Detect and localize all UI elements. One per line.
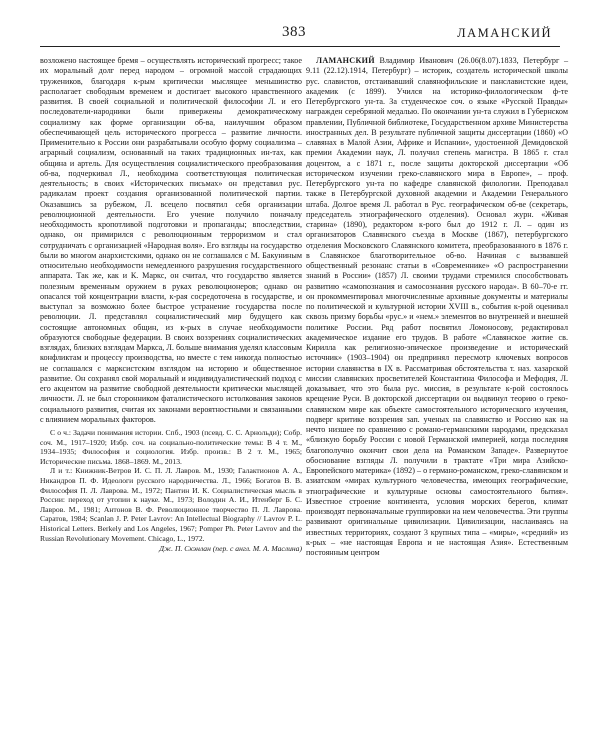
works-list: С о ч.: Задачи понимания истории. Спб., 1903 (псевд. С. С. Арнольди); Собр. соч. М., 1917–1920; Избр. соч. на социально-политические темы: В 4 т. М., 1934–1935; Философия и социология. Избр. произв.: В 2 т. М., 1965; Исторические письма. 1868–1869. М., 2013. <box>40 428 302 466</box>
entry-headword: ЛАМАНСКИЙ <box>316 56 375 65</box>
page-header <box>0 24 600 48</box>
lavrov-article-body: возложено настоящее бремя – осуществлять исторический прогресс; такое их моральный долг перед народом – огромной массой страдающих тружеников, благодаря к-рым критически мыслящее меньшинство располагает свободным временем и достигает высокого нравственного развития. В своей социальной и политической философии Л. и его последователи-народники были привержены демократическому социализму как форме организации об-ва, наилучшим образом обеспечивающей цель исторического прогресса – развитие личности. Применительно к России они разрабатывали особую форму социализма – аграрный социализм, основанный на таких традиционных ин-тах, как община и артель. Для осуществления социалистического преобразования об-ва, подчеркивал Л., необходима соответствующая политическая деятельность; в своих «Исторических письмах» он представил рус. радикалам проект создания организованной политической партии. Оказавшись за рубежом, Л. всецело посвятил себя организации революционной деятельности. Его учение получило поначалу необходимость кропотливой подготовки и пропаганды; впоследствии, однако, он примирился с революционным терроризмом и стал сотрудничать с организацией «Народная воля». Его взгляды на государство были во многом анархистскими, однако он не соглашался с М. Бакуниным относительно необходимости немедленного разрушения государственного аппарата. Так же, как и К. Маркс, он считал, что государство является полезным временным оружием в руках революционеров; однако он опасался той концентрации власти, к-рая сосредоточена в государстве, и выступал за возможно более быстрое устранение государства после революции. Л. представлял социалистический мир будущего как состоящие автономных общин, из к-рых в случае необходимости образуются свободные федерации. В своих воззрениях социалистических взглядах, близких взглядам Маркса, Л. больше внимания уделял классовым конфликтам и процессу производства, но вместе с тем никогда полностью не соглашался с марксистским взглядом на историю и общественное развитие. Он сохранял свой моральный и индивидуалистический подход с его акцентом на развитие свободной деятельности критически мыслящей личности. Л. не был сторонником фаталистического истолкования законов социального развития, считая их законами вероятностными и связанными с влиянием моральных факторов. <box>40 56 302 424</box>
page-number: 383 <box>282 24 306 40</box>
header-rule <box>40 46 560 47</box>
lamansky-article-body: Владимир Иванович (26.06(8.07).1833, Петербург – 9.11 (22.12).1914, Петербург) – историк, создатель исторической школы рус. славистов, отстаивавший славянофильские и панславистские идеи, академик (с 1899). Учился на историко-филологическом ф-те Петербургского ун-та. За студенческое соч. о языке «Русской Правды» награжден серебряной медалью. По окончании ун-та служил в Губернском правлении, Публичной библиотеке, Государственном архиве Министерства иностранных дел. В результате публичной защиты диссертации (1860) «О славянах в Малой Азии, Африке и Испании», удостоенной Демидовской премии Академии наук, Л. получил степень магистра. В 1865 г. стал доцентом, а с 1871 г., после защиты докторской диссертации «Об историческом изучении греко-славянского мира в Европе», – проф. Петербургского ун-та по кафедре славянской филологии. Преподавал также в Петербургской духовной академии и Академии Генерального штаба. Долгое время Л. работал в Рус. географическом об-ве (секретарь, председатель этнографического отделения). Основал журн. «Живая старина» (1890), редактором к-рого был до 1912 г. Л. – один из организаторов Славянского съезда в Москве (1867), петербургского отделения Московского Славянского комитета, преобразованного в 1876 г. в Славянское благотворительное об-во. Начиная с вызвавшей общественный резонанс статьи в «Современнике» «О распространении знаний в России» (1857) Л. своими трудами стремился способствовать развитию «самопознания и самосознания русского народа». В 60–70-е гг. он прокомментировал многочисленные архивные документы и материалы по политической и культурной истории XVIII в., события к-рой оценивал сквозь призму борьбы «рус.» и «нем.» элементов во внутренней и внешней политике России. Ряд работ посвятил Ломоносову, редактировал академическое издание его трудов. В работе «Славянское житие св. Кирилла как религиозно-эпическое произведение и исторический источник» (1903–1904) он предпринял пересмотр ключевых вопросов истории славянства в IX в. Рассматривая обстоятельства т. наз. хазарской миссии славянских просветителей Константина Философа и Мефодия, Л. доказывает, что это была рус. миссия, в результате к-рой состоялось крещение Руси. В докторской диссертации он выдвинул теорию о греко-славянском мире как объекте самостоятельного исторического изучения, подверг критике воззрения зап. ученых на славянство и Россию как на нечто низшее по сравнению с романо-германскими народами, предсказал «близкую борьбу России с новой Германской империей, когда последняя благополучно окончит свои дела на Романском Западе». Развернутое обоснование взгляды Л. получили в трактате «Три мира Азийско-Европейского материка» (1892) – о германо-романском, греко-славянском и азиатском «мирах культурного человечества, имеющих географические, этнографические и культурные основы самостоятельного бытия». Известное строение континента, условия морских берегов, климат производят первоначальные группировки на нем человечества. Эти группы развивают оригинальные цивилизации. Цивилизации, наслаиваясь на известных территориях, создают 3 крупных типа – «миры», «средний» из к-рых – «не настоящая Европа и не настоящая Азия». Естественным постоянным центром <box>306 56 569 557</box>
author-signature: Дж. П. Скэнлан (пер. с англ. М. А. Маслина) <box>159 544 302 554</box>
literature-list: Л и т.: Книжник-Ветров И. С. П. Л. Лавров. М., 1930; Галактионов А. А., Никандров П. Ф. Идеологи русского народничества. Л., 1966; Богатов В. В. Философия П. Л. Лаврова. М., 1972; Пантин И. К. Социалистическая мысль в России: переход от утопии к науке. М., 1973; Володин А. И., Итенберг Б. С. Лавров. М., 1981; Антонов В. Ф. Революционное творчество П. Л. Лаврова. Саратов, 1984; Scanlan J. P. Peter Lavrov: An Intellectual Biography // Lavrov P. L. Historical Letters. Berkely and Los Angeles, 1967; Pomper Ph. Peter Lavrov and the Russian Revolutionary Movement. Chicago, L., 1972. <box>40 466 302 543</box>
running-head: ЛАМАНСКИЙ <box>457 26 552 40</box>
bibliography <box>40 428 302 543</box>
lamansky-article <box>306 56 568 558</box>
right-column <box>306 56 568 558</box>
left-column <box>40 56 302 554</box>
